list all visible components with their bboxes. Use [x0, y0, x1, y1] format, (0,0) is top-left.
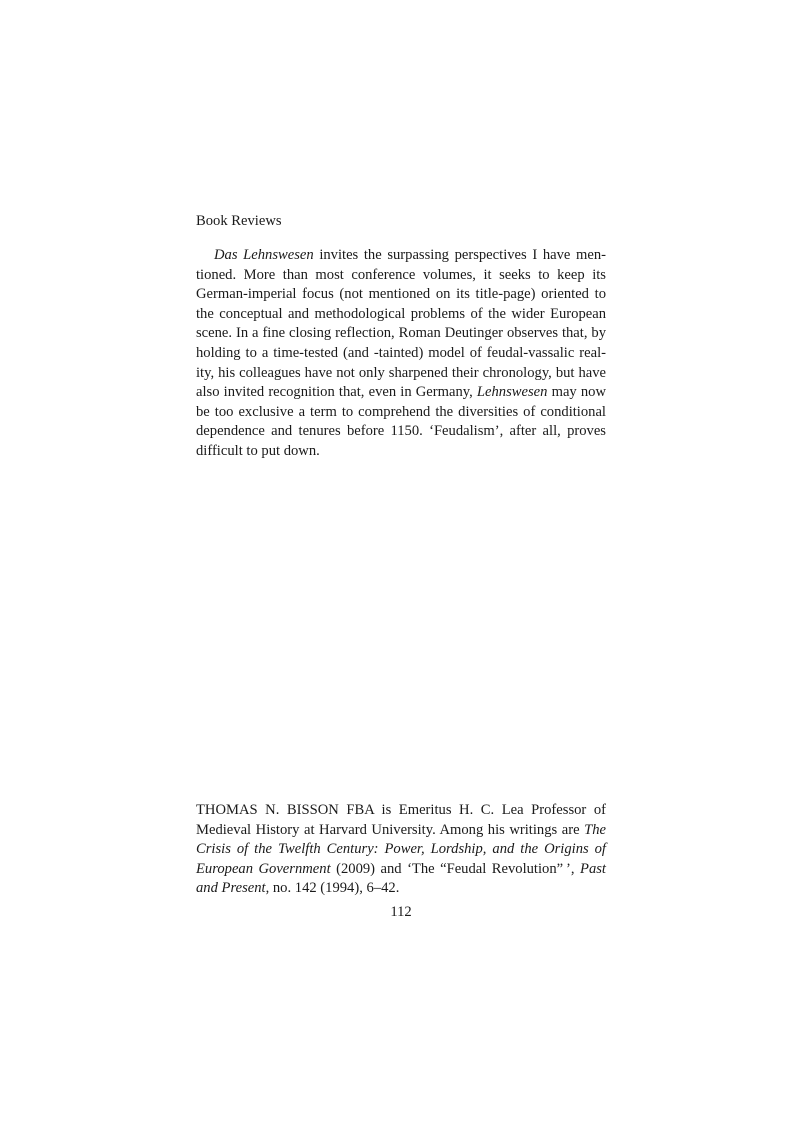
- book-title-das-lehnswesen: Das Lehnswesen: [214, 247, 314, 263]
- term-lehnswesen: Lehnswesen: [476, 384, 548, 401]
- review-paragraph: [196, 246, 606, 462]
- author-note: [196, 801, 606, 899]
- author-note-lead: THOMAS N. BISSON FBA is Emeritus H. C. Lea Professor of Medieval History at Harvard University. Among his writings are: [196, 802, 606, 838]
- running-head: Book Reviews: [196, 213, 282, 229]
- journal-title: Past and Present: [196, 860, 606, 897]
- author-book-title: The Crisis of the Twelfth Century: Power, Lordship, and the Origins of European Government: [196, 821, 606, 877]
- review-text-part-2: may now be too exclusive a term to comprehend the diversities of conditional dependence and tenures before 1150. ‘Feudalism’, after all, proves difficult to put down.: [196, 384, 606, 459]
- review-text-part-1: invites the surpassing perspectives I have mentioned. More than most conference volumes, it seeks to keep its German-imperial focus (not mentioned on its title-page) oriented to the conceptual and methodological problems of the wider European scene. In a fine closing reflection, Roman Deutinger observes that, by holding to a time-tested (and -tainted) model of feudal-vassalic reality, his colleagues have not only sharpened their chronology, but have also invited recognition that, even in Germany,: [196, 247, 607, 401]
- author-note-tail: , no. 142 (1994), 6–42.: [265, 880, 400, 897]
- page-number: 112: [390, 904, 412, 920]
- author-note-mid: (2009) and ‘The “Feudal Revolution” ’,: [330, 860, 581, 877]
